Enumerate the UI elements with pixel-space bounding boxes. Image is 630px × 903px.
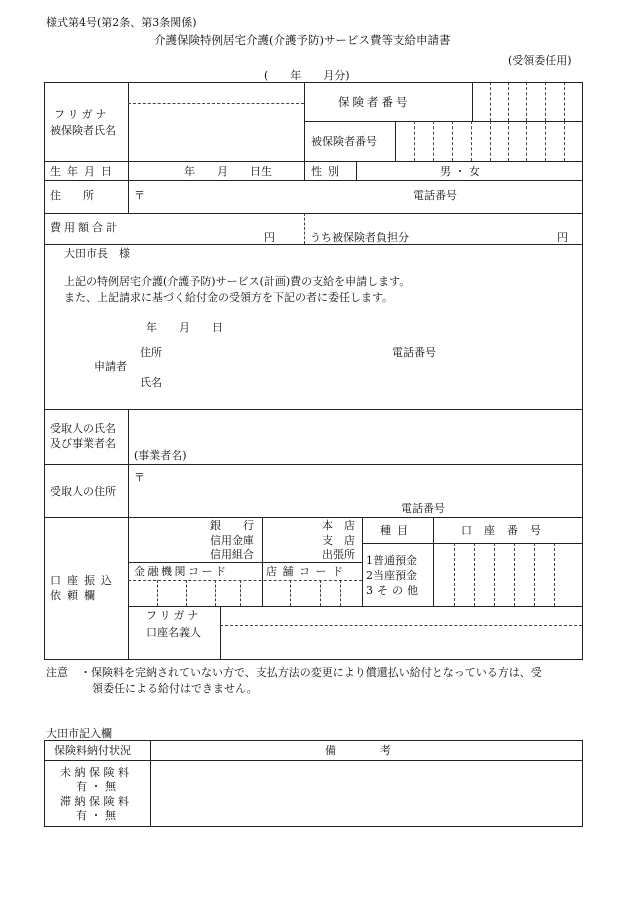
institution-code-label: 金融機関コード [134,565,229,578]
insurer-number-label: 保険者番号 [338,95,411,109]
insured-name-label: 被保険者氏名 [50,124,116,137]
bank-request-label: 依頼欄 [50,589,101,602]
insured-number-label: 被保険者番号 [311,135,377,148]
account-number-label: 口座番号 [461,524,553,537]
yen-unit: 円 [557,231,568,244]
arrears-yes-no[interactable]: 有 ・ 無 [76,809,116,822]
recipient-postal-mark: 〒 [134,471,145,484]
addressee: 大田市長 様 [64,247,130,260]
account-holder-label: 口座名義人 [146,626,201,639]
unpaid-premium-label: 未納保険料 [60,766,133,779]
sex-label: 性別 [311,165,345,178]
form-title: 介護保険特例居宅介護(介護予防)サービス費等支給申請書 [154,33,451,47]
sex-options[interactable]: 男 ・ 女 [440,165,480,178]
holder-furigana-label: フリガナ [146,609,202,622]
branch-type-2: 支 店 [322,534,355,547]
account-kind-3[interactable]: 3その他 [366,584,422,597]
applicant-name-label: 氏名 [140,376,162,389]
office-use-title: 大田市記入欄 [46,727,112,740]
branch-type-3: 出張所 [322,548,355,561]
address-label: 住 所 [50,189,94,202]
total-cost-label: 費用額合計 [50,221,120,234]
declaration-line-1: 上記の特例居宅介護(介護予防)サービス(計画)費の支給を申請します。 [64,275,411,288]
notice-prefix: 注意 [46,666,68,679]
furigana-label: フリガナ [54,108,110,121]
recipient-name-label: 受取人の氏名 [50,422,116,435]
bank-type-2: 信用金庫 [210,534,254,547]
month-field[interactable]: ( 年 月分) [264,69,350,82]
postal-mark: 〒 [134,189,145,202]
applicant-label: 申請者 [94,360,127,373]
branch-type-1: 本 店 [322,519,355,532]
bank-transfer-label: 口座振込 [50,574,118,587]
birthdate-field[interactable]: 年 月 日生 [184,165,272,178]
yen-unit: 円 [264,231,275,244]
branch-code-label: 店舗コード [266,565,349,578]
declaration-line-2: また、上記請求に基づく給付金の受領方を下記の者に委任します。 [64,291,394,304]
birthdate-label: 生年月日 [50,165,118,178]
form-number: 様式第4号(第2条、第3条関係) [46,16,197,29]
payment-status-header: 保険料納付状況 [54,744,131,757]
remarks-header: 備 考 [325,744,391,757]
phone-label: 電話番号 [413,189,457,202]
applicant-address-label: 住所 [140,346,162,359]
bank-type-1: 銀 行 [210,519,254,532]
recipient-phone-label: 電話番号 [401,502,445,515]
unpaid-yes-no[interactable]: 有 ・ 無 [76,780,116,793]
account-kind-2[interactable]: 2当座預金 [366,569,417,582]
account-kind-1[interactable]: 1普通預金 [366,554,417,567]
delegation-note: (受領委任用) [508,54,572,67]
arrears-premium-label: 滞納保険料 [60,795,133,808]
notice-line-2: 領委任による給付はできません。 [92,682,258,695]
business-name-label: (事業者名) [134,449,187,462]
notice-line-1: ・保険料を完納されていない方で、支払方法の変更により償還払い給付となっている方は、受 [80,666,542,679]
application-date[interactable]: 年 月 日 [146,321,223,334]
account-kind-label: 種目 [380,524,414,537]
recipient-name-label-2: 及び事業者名 [50,437,116,450]
recipient-address-label: 受取人の住所 [50,485,116,498]
bank-type-3: 信用組合 [210,548,254,561]
burden-label: うち被保険者負担分 [310,231,409,244]
applicant-phone-label: 電話番号 [392,346,436,359]
